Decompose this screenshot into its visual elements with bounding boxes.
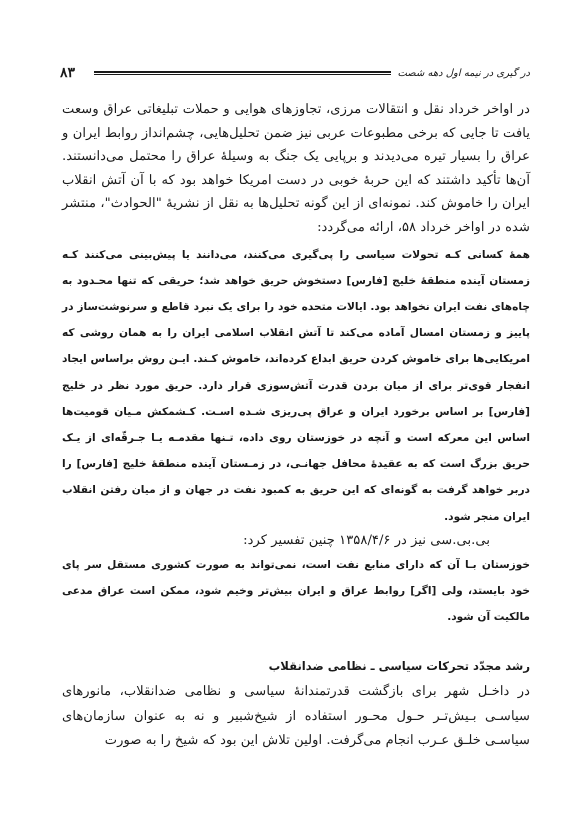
block-quote: همهٔ کسانی کـه تحولات سیاسی را پی‌گیری می‌کنند، می‌دانند یا پیش‌بینی می‌کنند کـه زمستان آینده منطقهٔ خلیج [فارس] دستخوش حریق خواهد شد؛ حریقی که تنها محـدود به چاه‌های نفت ایران نخواهد بود. ایالات متحده خود را برای یک نبرد قاطع و سرنوشت‌ساز در پاییز و زمستان امسال آماده می‌کند تا آتش انقلاب اسلامی ایران را به همان روشی که امریکایی‌ها برای خاموش کردن حریق ابداع کرده‌اند، خاموش کـند. ایـن روش براساس ایجاد انفجار قوی‌تر برای از میان بردن قدرت آتش‌سوزی قرار دارد. حریق مورد نظر در خلیج [فارس] بر اساس برخورد ایران و عراق پی‌ریزی شـده اسـت. کـشمکش مـیان قومیت‌ها اساس این معرکه است و آنچه در خوزستان روی داده، تـنها مقدمـه یـا جـرقّه‌ای از یـک حریق بزرگ است که به عقیدهٔ محافل جهانـی، در زمـستان آینده منطقهٔ خلیج [فارس] را دربر خواهد گرفت به گونه‌ای که این حریق به کمبود نفت در جهان و از میان رفتن انقلاب ایران منجر شود. [62,248,530,523]
quote-lead-in: بی.بی.سی نیز در ۱۳۵۸/۴/۶ چنین تفسیر کرد: [243,532,490,548]
block-quote: خوزستان بـا آن که دارای منابع نفت است، نمی‌تواند به صورت کشوری مستقل سر پای خود بایستد، ولی [اگر] روابط عراق و ایران بیش‌تر وخیم شود، ممکن است عراق مدعی مالکیت آن شود. [62,558,530,624]
page-body [62,98,530,754]
page-number: ۸۳ [60,65,76,81]
running-header [60,62,530,84]
body-paragraph: در اواخر خرداد نقل و انتقالات مرزی، تجاوزهای هوایی و حملات تبلیغاتی عراق وسعت یافت تا جایی که برخی مطبوعات عربی نیز ضمن تحلیل‌هایی، چشم‌انداز روابط ایران و عراق را بسیار تیره می‌دیدند و برپایی یک جنگ به وسیلهٔ عراق را محتمل می‌دانستند. آن‌ها تأکید داشتند که این حربهٔ خوبی در دست امریکا خواهد بود که با آن آتش انقلاب ایران را خاموش کند. نمونه‌ای از این گونه تحلیل‌ها به نقل از نشریهٔ "الحوادث"، منتشر شده در اواخر خرداد ۵۸، ارائه می‌گردد: [62,102,530,235]
section-heading: رشد مجدّد تحرکات سیاسی ـ نظامی ضدانقلاب [268,659,530,674]
header-rule [94,71,391,75]
running-title: در گیری در نیمه اول دهه شصت [397,67,530,79]
body-paragraph: در داخـل شهر برای بازگشت قدرتمندانهٔ سیاسی و نظامی ضدانقلاب، مانورهای سیاسـی بـیش‌تـر حـول محـور استفاده از شیخ‌شبیر و نه به عنوان سازمان‌های سیاسـی خلـق عـرب انجام می‌گرفت. اولین تلاش این بود که شیخ را به صورت [62,684,530,749]
